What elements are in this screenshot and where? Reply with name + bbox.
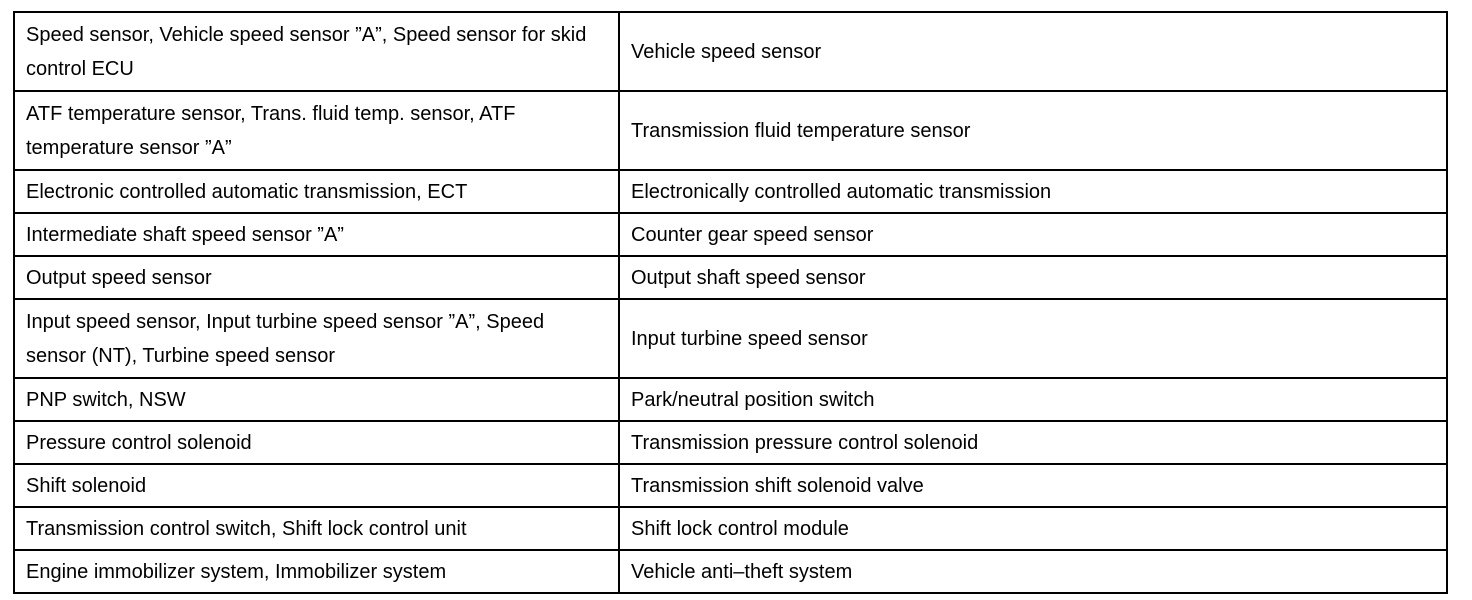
table-row — [14, 256, 1447, 299]
table-row — [14, 378, 1447, 421]
table-cell-other-term: Transmission control switch, Shift lock control unit — [14, 507, 619, 550]
table-row — [14, 299, 1447, 378]
table-row — [14, 550, 1447, 593]
table-cell-standard-term: Park/neutral position switch — [619, 378, 1447, 421]
table-cell-other-term: Speed sensor, Vehicle speed sensor ”A”, Speed sensor for skid control ECU — [14, 12, 619, 91]
table-cell-other-term: Electronic controlled automatic transmission, ECT — [14, 170, 619, 213]
table-cell-standard-term: Transmission shift solenoid valve — [619, 464, 1447, 507]
table-cell-standard-term: Output shaft speed sensor — [619, 256, 1447, 299]
table-cell-standard-term: Counter gear speed sensor — [619, 213, 1447, 256]
table-cell-other-term: PNP switch, NSW — [14, 378, 619, 421]
table-cell-other-term: Shift solenoid — [14, 464, 619, 507]
table-row — [14, 170, 1447, 213]
table-row — [14, 507, 1447, 550]
table-cell-standard-term: Shift lock control module — [619, 507, 1447, 550]
table-cell-other-term: ATF temperature sensor, Trans. fluid temp. sensor, ATF temperature sensor ”A” — [14, 91, 619, 170]
table-row — [14, 12, 1447, 91]
table-cell-standard-term: Transmission pressure control solenoid — [619, 421, 1447, 464]
table-cell-standard-term: Input turbine speed sensor — [619, 299, 1447, 378]
terminology-table — [13, 11, 1448, 594]
table-cell-standard-term: Transmission fluid temperature sensor — [619, 91, 1447, 170]
table-row — [14, 421, 1447, 464]
table-cell-standard-term: Vehicle speed sensor — [619, 12, 1447, 91]
table-cell-other-term: Engine immobilizer system, Immobilizer system — [14, 550, 619, 593]
table-cell-standard-term: Electronically controlled automatic transmission — [619, 170, 1447, 213]
table-cell-other-term: Intermediate shaft speed sensor ”A” — [14, 213, 619, 256]
table-row — [14, 464, 1447, 507]
table-cell-standard-term: Vehicle anti–theft system — [619, 550, 1447, 593]
table-cell-other-term: Output speed sensor — [14, 256, 619, 299]
table-cell-other-term: Input speed sensor, Input turbine speed sensor ”A”, Speed sensor (NT), Turbine speed sensor — [14, 299, 619, 378]
table-cell-other-term: Pressure control solenoid — [14, 421, 619, 464]
table-row — [14, 91, 1447, 170]
table-row — [14, 213, 1447, 256]
